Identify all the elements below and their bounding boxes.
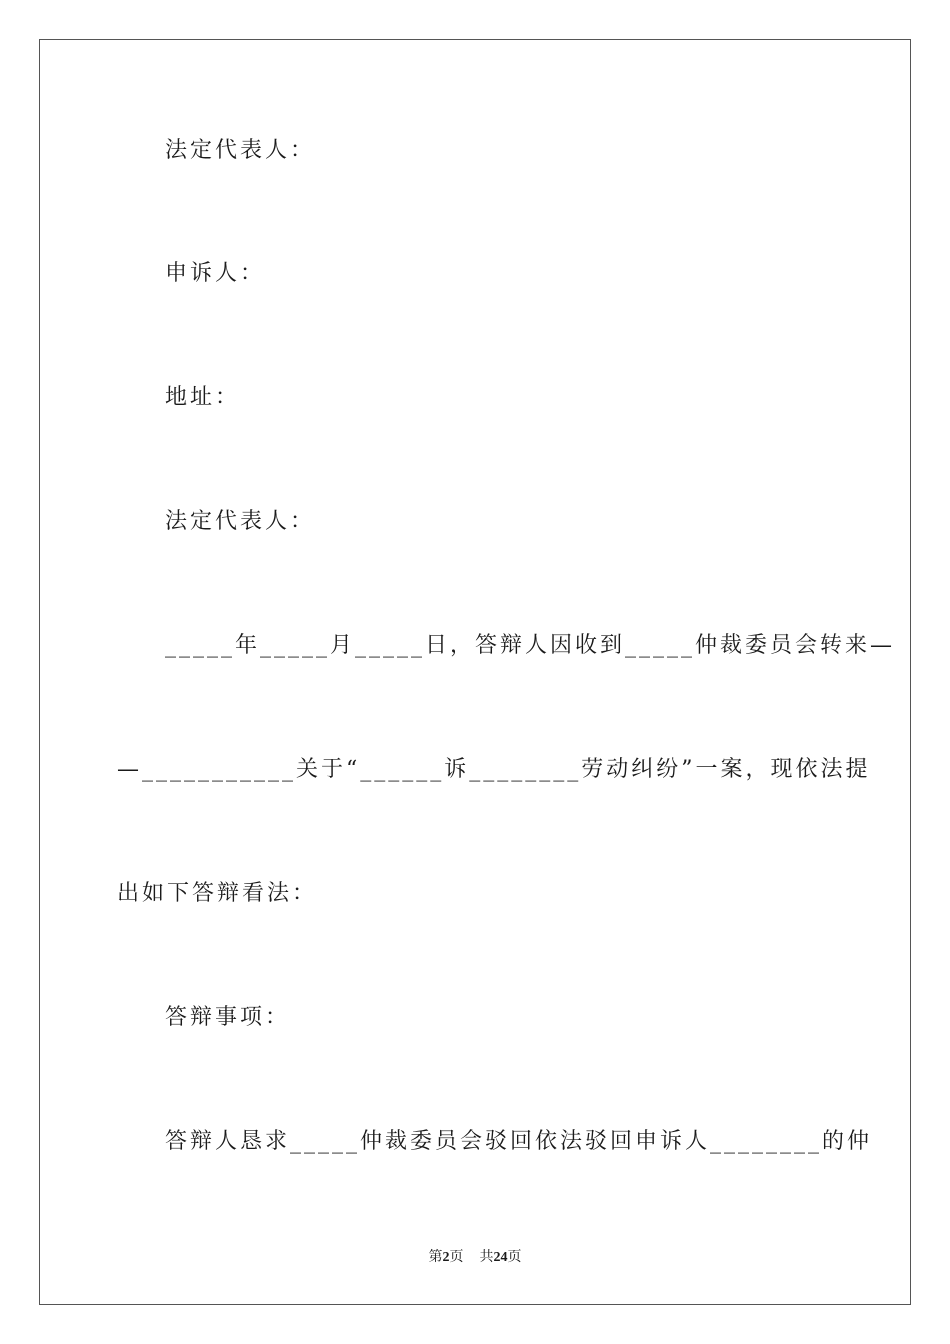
body-paragraph-line-2: —___________关于“______诉________劳动纠纷”一案，现依法提	[117, 757, 871, 782]
page-prefix: 第	[428, 1250, 443, 1265]
total-prefix: 共	[479, 1250, 494, 1265]
body-paragraph-line-3: 出如下答辩看法：	[117, 881, 318, 906]
total-pages: 24	[493, 1250, 508, 1265]
page-number: 2	[442, 1250, 450, 1265]
complainant-label: 申诉人：	[165, 261, 266, 286]
legal-representative-label-2: 法定代表人：	[165, 509, 316, 534]
page-suffix: 页	[449, 1250, 464, 1265]
defense-request-line: 答辩人恳求_____仲裁委员会驳回依法驳回申诉人________的仲	[165, 1129, 873, 1154]
page-border	[39, 39, 911, 1305]
defense-items-heading: 答辩事项：	[165, 1005, 291, 1030]
address-label: 地址：	[165, 385, 241, 410]
page-footer	[0, 1246, 950, 1266]
total-suffix: 页	[507, 1250, 522, 1265]
legal-representative-label-1: 法定代表人：	[165, 138, 316, 163]
body-paragraph-line-1: _____年_____月_____日，答辩人因收到_____仲裁委员会转来—	[165, 633, 896, 658]
